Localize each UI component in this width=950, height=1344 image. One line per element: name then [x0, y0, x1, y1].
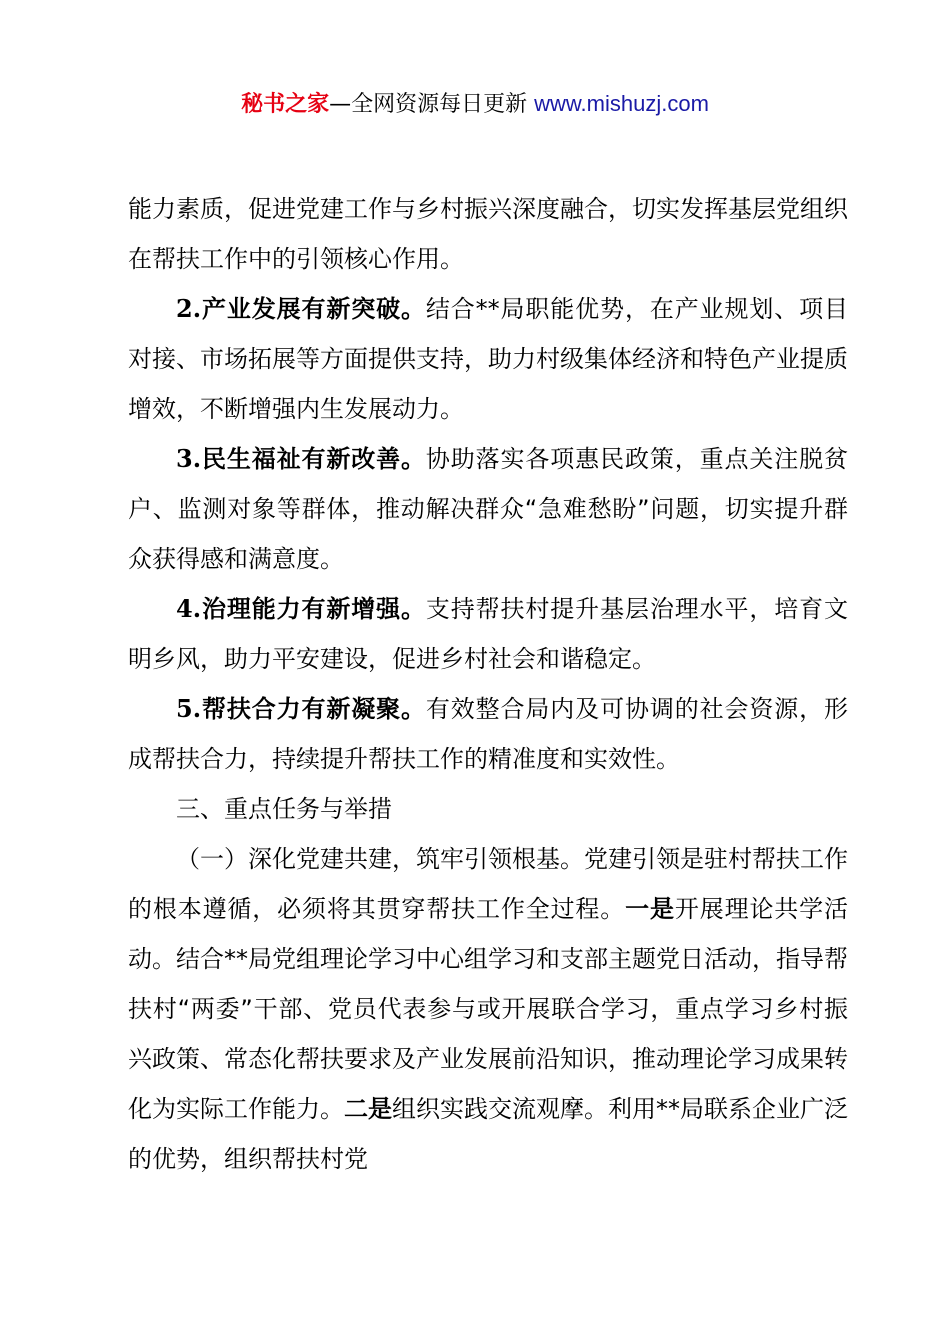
item-body: 协助落实各项惠民政策，重点关注脱贫户、监测对象等群体，推动解决群众“急难愁盼”问题，切实提升群众获得感和满意度。: [128, 445, 849, 573]
paragraph-item-5: [128, 684, 848, 784]
item-number: 2.: [176, 294, 202, 323]
item-number: 3.: [176, 444, 202, 473]
emphasis-second: 二是: [344, 1095, 392, 1123]
paragraph-item-2: [128, 284, 848, 434]
section-title: 三、重点任务与举措: [176, 795, 392, 823]
site-header: [0, 88, 950, 121]
site-tagline: —全网资源每日更新: [329, 92, 535, 117]
paragraph-subsection-1: [128, 834, 848, 1184]
document-body: [128, 184, 848, 1184]
paragraph-continuation: 能力素质，促进党建工作与乡村振兴深度融合，切实发挥基层党组织在帮扶工作中的引领核心作用。: [128, 195, 848, 273]
item-number: 4.: [176, 594, 202, 623]
emphasis-first: 一是: [625, 895, 675, 923]
item-heading: 治理能力有新增强。: [201, 595, 426, 623]
item-heading: 产业发展有新突破。: [201, 295, 426, 323]
subsection-text: 组织实践交流观摩。利用**局联系企业广泛的优势，组织帮扶村党: [128, 1095, 848, 1173]
subsection-text: （一）深化党建共建，筑牢引领根基。党建引领是驻村帮扶工作的根本遵循，必须将其贯穿帮扶工作全过程。: [128, 845, 848, 923]
item-number: 5.: [176, 694, 202, 723]
item-body: 结合**局职能优势，在产业规划、项目对接、市场拓展等方面提供支持，助力村级集体经济和特色产业提质增效，不断增强内生发展动力。: [128, 295, 849, 423]
subsection-text: 开展理论共学活动。结合**局党组理论学习中心组学习和支部主题党日活动，指导帮扶村“两委”干部、党员代表参与或开展联合学习，重点学习乡村振兴政策、常态化帮扶要求及产业发展前沿知识，推动理论学习成果转化为实际工作能力。: [128, 895, 849, 1123]
item-body: 支持帮扶村提升基层治理水平，培育文明乡风，助力平安建设，促进乡村社会和谐稳定。: [128, 595, 849, 673]
site-url-link[interactable]: www.mishuzj.com: [534, 91, 709, 116]
item-heading: 民生福祉有新改善。: [201, 445, 426, 473]
paragraph-item-3: [128, 434, 848, 584]
paragraph-item-4: [128, 584, 848, 684]
item-heading: 帮扶合力有新凝聚。: [201, 695, 426, 723]
item-body: 有效整合局内及可协调的社会资源，形成帮扶合力，持续提升帮扶工作的精准度和实效性。: [128, 695, 849, 773]
site-brand: 秘书之家: [241, 92, 330, 117]
